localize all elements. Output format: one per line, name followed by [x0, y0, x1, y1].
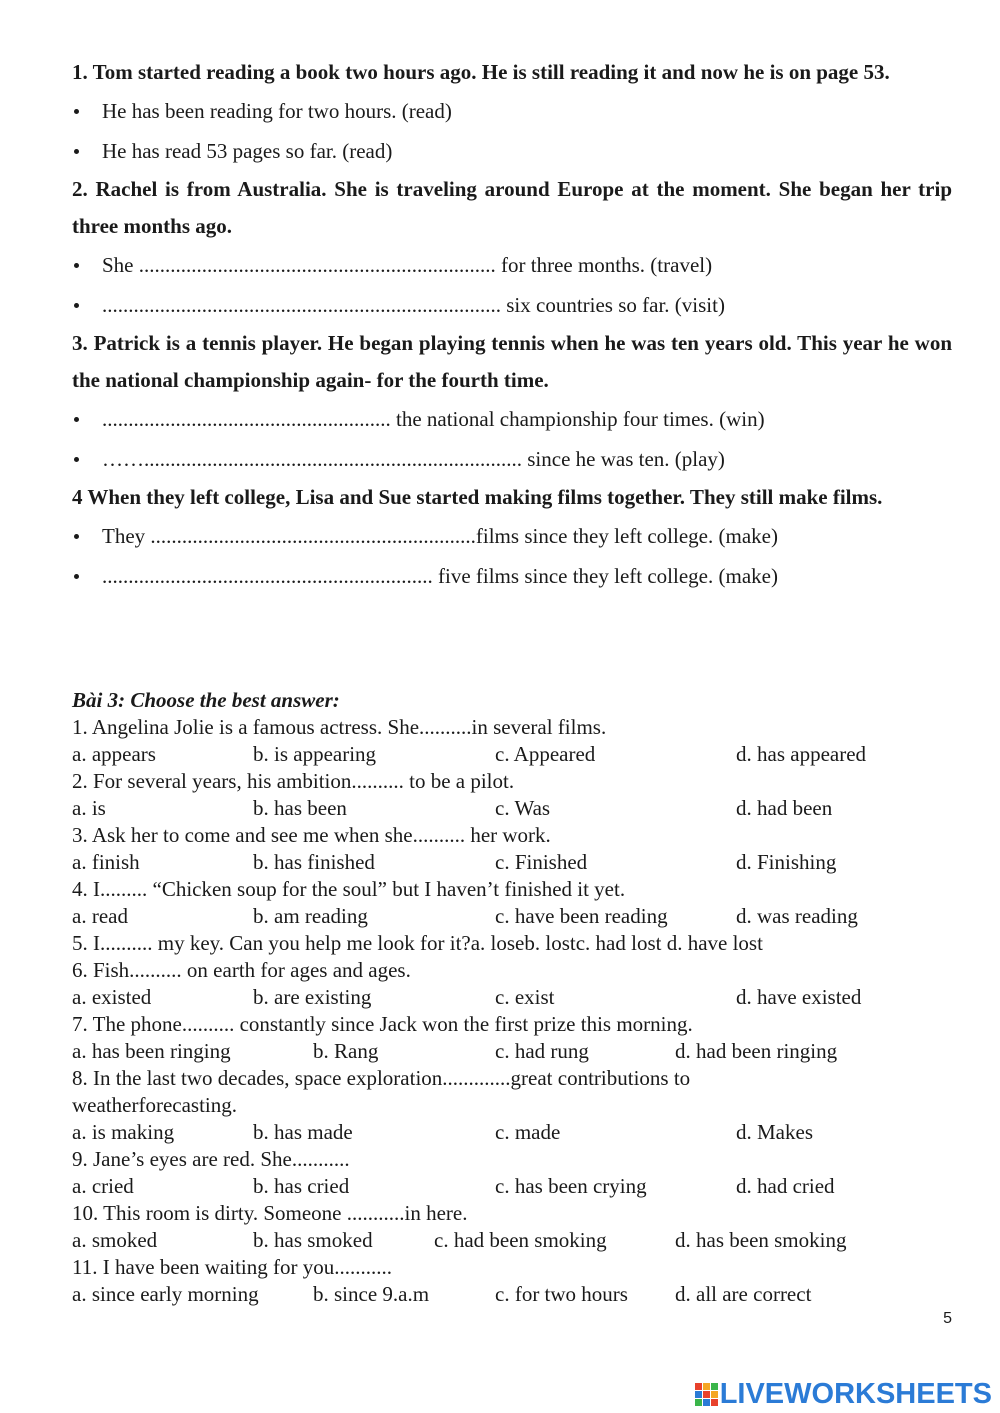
logo-mark-icon: [695, 1383, 718, 1406]
mc-option[interactable]: a. smoked: [72, 1228, 158, 1252]
answer-3b[interactable]: ……........................................................................ since he was ten. (play): [72, 439, 952, 479]
mc-option[interactable]: c. Appeared: [495, 742, 596, 766]
mc-options: [72, 1227, 952, 1254]
mc-options: [72, 903, 952, 930]
mc-options: [72, 1173, 952, 1200]
answer-2a[interactable]: She .................................................................... for three months. (travel): [72, 245, 952, 285]
mc-option[interactable]: b. are existing: [253, 985, 372, 1009]
mc-question: 8. In the last two decades, space exploration.............great contributions to: [72, 1066, 691, 1090]
answer-list-2: [72, 245, 952, 325]
mc-option[interactable]: a. since early morning: [72, 1282, 259, 1306]
mc-option[interactable]: a. cried: [72, 1174, 134, 1198]
mc-option[interactable]: a. appears: [72, 742, 156, 766]
answer-list-4: [72, 516, 952, 596]
mc-option[interactable]: c. for two hours: [495, 1282, 628, 1306]
mc-option[interactable]: d. had been ringing: [675, 1039, 838, 1063]
mc-option[interactable]: a. is: [72, 796, 106, 820]
bai3-title: Bài 3: Choose the best answer:: [72, 688, 340, 712]
mc-option[interactable]: a. existed: [72, 985, 152, 1009]
mc-question: 1. Angelina Jolie is a famous actress. She..........in several films.: [72, 715, 607, 739]
exercise-section: [72, 50, 952, 596]
mc-option[interactable]: c. made: [495, 1120, 561, 1144]
mc-option[interactable]: d. was reading: [736, 904, 858, 928]
logo-square: [703, 1391, 710, 1398]
logo-square: [695, 1399, 702, 1406]
mc-question: 4. I......... “Chicken soup for the soul” but I haven’t finished it yet.: [72, 877, 626, 901]
mc-question: 9. Jane’s eyes are red. She...........: [72, 1147, 350, 1171]
answer-2b[interactable]: ............................................................................ six countries so far. (visit): [72, 285, 952, 325]
mc-options: [72, 741, 952, 768]
mc-option[interactable]: b. has been: [253, 796, 347, 820]
mc-question: 2. For several years, his ambition.......... to be a pilot.: [72, 769, 515, 793]
logo-square: [703, 1399, 710, 1406]
logo-square: [711, 1399, 718, 1406]
answer-4b[interactable]: ............................................................... five films since they left college. (make): [72, 556, 952, 596]
logo-text: LIVEWORKSHEETS: [719, 1378, 992, 1410]
answer-list-3: [72, 399, 952, 479]
mc-question: 3. Ask her to come and see me when she.......... her work.: [72, 823, 551, 847]
mc-options: [72, 849, 952, 876]
mc-option[interactable]: c. Finished: [495, 850, 588, 874]
mc-option[interactable]: d. had cried: [736, 1174, 835, 1198]
mc-option[interactable]: b. has made: [253, 1120, 353, 1144]
mc-option[interactable]: a. has been ringing: [72, 1039, 231, 1063]
logo-square: [711, 1391, 718, 1398]
logo-square: [703, 1383, 710, 1390]
mc-option[interactable]: c. Was: [495, 796, 551, 820]
page-number: 5: [943, 1310, 952, 1327]
mc-question: 5. I.......... my key. Can you help me look for it?a. loseb. lostc. had lost d. have lost: [72, 931, 763, 955]
logo-square: [695, 1391, 702, 1398]
logo-square: [711, 1383, 718, 1390]
mc-question: 7. The phone.......... constantly since Jack won the first prize this morning.: [72, 1012, 693, 1036]
bai3-items: [72, 714, 952, 1308]
mc-option[interactable]: b. has finished: [253, 850, 375, 874]
mc-options: [72, 1119, 952, 1146]
mc-option[interactable]: b. has smoked: [253, 1228, 373, 1252]
liveworksheets-logo: [695, 1378, 992, 1411]
answer-list-1: [72, 91, 952, 171]
question-4: 4 When they left college, Lisa and Sue started making films together. They still make films.: [72, 485, 883, 509]
mc-question: 6. Fish.......... on earth for ages and ages.: [72, 958, 411, 982]
answer-1b: He has read 53 pages so far. (read): [72, 131, 952, 171]
mc-question: 10. This room is dirty. Someone ...........in here.: [72, 1201, 468, 1225]
question-3: 3. Patrick is a tennis player. He began playing tennis when he was ten years old. This year he won the national championship again- for the fourth time.: [72, 331, 952, 392]
mc-option[interactable]: b. Rang: [313, 1039, 379, 1063]
mc-option[interactable]: b. has cried: [253, 1174, 350, 1198]
mc-options: [72, 795, 952, 822]
mc-question-cont: weatherforecasting.: [72, 1093, 237, 1117]
mc-option[interactable]: c. has been crying: [495, 1174, 647, 1198]
question-2: 2. Rachel is from Australia. She is traveling around Europe at the moment. She began her trip three months ago.: [72, 177, 952, 238]
mc-option[interactable]: b. is appearing: [253, 742, 377, 766]
mc-option[interactable]: d. Finishing: [736, 850, 837, 874]
mc-option[interactable]: b. since 9.a.m: [313, 1282, 430, 1306]
mc-option[interactable]: d. had been: [736, 796, 833, 820]
mc-option[interactable]: d. have existed: [736, 985, 862, 1009]
mc-option[interactable]: a. finish: [72, 850, 140, 874]
mc-options: [72, 1038, 952, 1065]
mc-question: 11. I have been waiting for you...........: [72, 1255, 392, 1279]
mc-option[interactable]: a. read: [72, 904, 128, 928]
mc-option[interactable]: d. has appeared: [736, 742, 867, 766]
mc-option[interactable]: c. had been smoking: [434, 1228, 607, 1252]
answer-4a[interactable]: They ..............................................................films since they left college. (make): [72, 516, 952, 556]
mc-option[interactable]: a. is making: [72, 1120, 175, 1144]
mc-option[interactable]: c. exist: [495, 985, 555, 1009]
mc-options: [72, 984, 952, 1011]
mc-options: [72, 1281, 952, 1308]
mc-option[interactable]: c. had rung: [495, 1039, 589, 1063]
question-1: 1. Tom started reading a book two hours ago. He is still reading it and now he is on page 53.: [72, 60, 890, 84]
mc-option[interactable]: d. has been smoking: [675, 1228, 847, 1252]
mc-option[interactable]: c. have been reading: [495, 904, 668, 928]
mc-option[interactable]: d. all are correct: [675, 1282, 812, 1306]
bai3-section: [72, 686, 952, 1308]
mc-option[interactable]: b. am reading: [253, 904, 368, 928]
answer-1a: He has been reading for two hours. (read): [72, 91, 952, 131]
logo-square: [695, 1383, 702, 1390]
mc-option[interactable]: d. Makes: [736, 1120, 813, 1144]
answer-3a[interactable]: ....................................................... the national championship four times. (win): [72, 399, 952, 439]
